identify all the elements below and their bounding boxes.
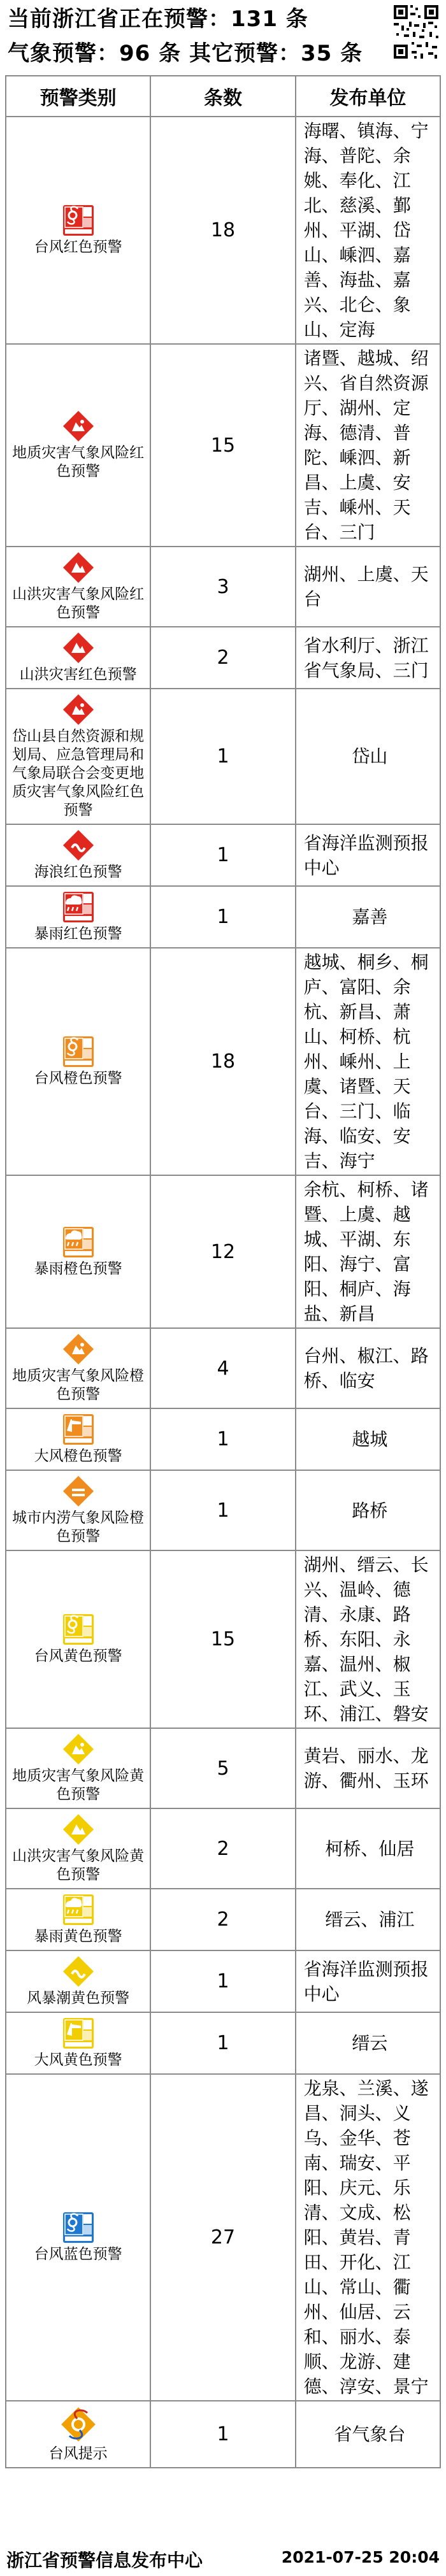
warning-type-name: 台风黄色预警 (34, 1648, 122, 1664)
warning-count-cell: 2 (150, 1889, 295, 1950)
warning-count-cell: 1 (150, 1950, 295, 2012)
typhoon-orange-icon (62, 1035, 95, 1068)
typhoon-red-icon (62, 204, 95, 237)
table-row (6, 117, 440, 344)
geologic-hazard-red-icon (62, 693, 95, 726)
table-row (6, 948, 440, 1175)
warning-type-name: 地质灾害气象风险红色预警 (12, 445, 145, 480)
warning-count-cell: 4 (150, 1328, 295, 1408)
issuer-cell: 余杭、柯桥、诸暨、上虞、越城、平湖、东阳、海宁、富阳、桐庐、海盐、新昌 (296, 1175, 440, 1328)
header-count: 条数 (150, 76, 295, 117)
warning-table (5, 75, 441, 2468)
warning-type-cell (6, 627, 150, 689)
table-row (6, 344, 440, 547)
issuer-cell: 越城 (296, 1408, 440, 1470)
geologic-hazard-yellow-icon (62, 1733, 95, 1766)
warning-breakdown-text: 气象预警：96 条 其它预警：35 条 (8, 41, 363, 66)
warning-count-cell: 27 (150, 2074, 295, 2401)
warning-type-name: 山洪灾害气象风险黄色预警 (12, 1848, 145, 1883)
typhoon-blue-icon (62, 2211, 95, 2244)
warning-type-cell (6, 2074, 150, 2401)
table-row (6, 1328, 440, 1408)
typhoon-notice-icon (59, 2405, 97, 2444)
warning-count-cell: 12 (150, 1175, 295, 1328)
warning-type-name: 海浪红色预警 (34, 864, 122, 880)
warning-count-cell: 15 (150, 344, 295, 547)
warning-type-cell (6, 824, 150, 886)
gale-orange-icon (62, 1413, 95, 1446)
warning-count-cell: 1 (150, 1470, 295, 1550)
warning-count-cell: 18 (150, 117, 295, 344)
publisher-name: 浙江省预警信息发布中心 (6, 2550, 203, 2571)
warning-count-cell: 1 (150, 824, 295, 886)
warning-type-name: 地质灾害气象风险黄色预警 (12, 1768, 145, 1803)
warning-type-name: 岱山县自然资源和规划局、应急管理局和气象局联合会变更地质灾害气象风险红色预警 (12, 728, 145, 819)
table-row (6, 886, 440, 948)
warning-type-name: 山洪灾害气象风险红色预警 (12, 586, 145, 621)
warning-type-name: 大风黄色预警 (34, 2052, 122, 2068)
table-row (6, 1550, 440, 1728)
warning-count-cell: 5 (150, 1728, 295, 1808)
issuer-cell: 嘉善 (296, 886, 440, 948)
storm-surge-yellow-icon (62, 1955, 95, 1988)
gale-yellow-icon (62, 2017, 95, 2050)
wave-red-icon (62, 829, 95, 862)
warning-type-cell (6, 948, 150, 1175)
flash-flood-yellow-icon (62, 1813, 95, 1846)
header (0, 0, 446, 70)
issuer-cell: 黄岩、丽水、龙游、衢州、玉环 (296, 1728, 440, 1808)
warning-type-name: 大风橙色预警 (34, 1448, 122, 1464)
footer (0, 2543, 446, 2576)
warning-count-cell: 1 (150, 2401, 295, 2468)
issuer-cell: 省气象台 (296, 2401, 440, 2468)
warning-type-cell (6, 689, 150, 824)
issuer-cell: 湖州、缙云、长兴、温岭、德清、永康、路桥、东阳、永嘉、温州、椒江、武义、玉环、浦江、磐安 (296, 1550, 440, 1728)
warning-type-cell (6, 547, 150, 627)
issuer-cell: 缙云、浦江 (296, 1889, 440, 1950)
warning-type-cell (6, 1175, 150, 1328)
issuer-cell: 省海洋监测预报中心 (296, 1950, 440, 2012)
header-issuer: 发布单位 (296, 76, 440, 117)
table-row (6, 1889, 440, 1950)
warning-type-cell (6, 1950, 150, 2012)
warning-count-cell: 18 (150, 948, 295, 1175)
issuer-cell: 缙云 (296, 2012, 440, 2074)
warning-count-cell: 2 (150, 627, 295, 689)
issuer-cell: 越城、桐乡、桐庐、富阳、余杭、新昌、萧山、柯桥、杭州、嵊州、上虞、诸暨、天台、三门、临海、临安、安吉、海宁 (296, 948, 440, 1175)
warning-type-cell (6, 1728, 150, 1808)
table-row (6, 627, 440, 689)
warning-type-cell (6, 1328, 150, 1408)
warning-type-name: 台风橙色预警 (34, 1070, 122, 1087)
warning-type-cell (6, 117, 150, 344)
table-row (6, 1470, 440, 1550)
issuer-cell: 海曙、镇海、宁海、普陀、余姚、奉化、江北、慈溪、鄞州、平湖、岱山、嵊泗、嘉善、海盐、嘉兴、北仑、象山、定海 (296, 117, 440, 344)
warning-type-name: 暴雨橙色预警 (34, 1260, 122, 1277)
issuer-cell: 柯桥、仙居 (296, 1808, 440, 1889)
warning-count-cell: 15 (150, 1550, 295, 1728)
table-row (6, 1728, 440, 1808)
table-row (6, 1175, 440, 1328)
warning-type-cell (6, 2012, 150, 2074)
issuer-cell: 路桥 (296, 1470, 440, 1550)
warning-count-cell: 2 (150, 1808, 295, 1889)
geologic-hazard-red-icon (62, 410, 95, 443)
warning-count-cell: 1 (150, 2012, 295, 2074)
warning-type-name: 风暴潮黄色预警 (27, 1990, 130, 2007)
warning-type-name: 台风蓝色预警 (34, 2246, 122, 2263)
issuer-cell: 岱山 (296, 689, 440, 824)
warning-type-cell (6, 1470, 150, 1550)
header-warning-type: 预警类别 (6, 76, 150, 117)
warning-type-cell (6, 1889, 150, 1950)
table-row (6, 689, 440, 824)
issuer-cell: 台州、椒江、路桥、临安 (296, 1328, 440, 1408)
warning-type-cell (6, 886, 150, 948)
warning-count-cell: 1 (150, 689, 295, 824)
table-row (6, 547, 440, 627)
warning-type-name: 台风提示 (48, 2445, 108, 2462)
table-row (6, 824, 440, 886)
warning-type-name: 山洪灾害红色预警 (19, 666, 137, 683)
warning-type-name: 台风红色预警 (34, 239, 122, 255)
table-header-row (6, 76, 440, 117)
table-row (6, 1808, 440, 1889)
warning-type-cell (6, 344, 150, 547)
warning-type-cell (6, 2401, 150, 2468)
warning-count-cell: 1 (150, 886, 295, 948)
waterlogging-orange-icon (62, 1475, 95, 1508)
issuer-cell: 湖州、上虞、天台 (296, 547, 440, 627)
total-warnings-text: 当前浙江省正在预警：131 条 (8, 6, 308, 32)
issuer-cell: 省海洋监测预报中心 (296, 824, 440, 886)
table-row (6, 2074, 440, 2401)
table-row (6, 2401, 440, 2468)
warning-type-name: 暴雨黄色预警 (34, 1928, 122, 1945)
geologic-hazard-orange-icon (62, 1333, 95, 1366)
warning-count-cell: 3 (150, 547, 295, 627)
typhoon-yellow-icon (62, 1613, 95, 1646)
warning-type-cell (6, 1550, 150, 1728)
issuer-cell: 省水利厅、浙江省气象局、三门 (296, 627, 440, 689)
issuer-cell: 诸暨、越城、绍兴、省自然资源厅、湖州、定海、德清、普陀、嵊泗、新昌、上虞、安吉、嵊州、天台、三门 (296, 344, 440, 547)
warning-type-name: 暴雨红色预警 (34, 926, 122, 942)
warning-type-name: 城市内涝气象风险橙色预警 (12, 1510, 145, 1545)
publish-timestamp: 2021-07-25 20:04 (281, 2548, 440, 2566)
flash-flood-red-icon (62, 631, 95, 664)
warning-count-cell: 1 (150, 1408, 295, 1470)
table-row (6, 2012, 440, 2074)
rainstorm-orange-icon (62, 1226, 95, 1259)
issuer-cell: 龙泉、兰溪、遂昌、洞头、义乌、金华、苍南、瑞安、平阳、庆元、乐清、文成、松阳、黄岩、青田、开化、江山、常山、衢州、仙居、云和、丽水、泰顺、龙游、建德、淳安、景宁 (296, 2074, 440, 2401)
warning-type-name: 地质灾害气象风险橙色预警 (12, 1368, 145, 1403)
rainstorm-yellow-icon (62, 1893, 95, 1926)
table-row (6, 1408, 440, 1470)
warning-type-cell (6, 1808, 150, 1889)
table-row (6, 1950, 440, 2012)
rainstorm-red-icon (62, 891, 95, 924)
qr-code-icon (391, 3, 441, 61)
warning-type-cell (6, 1408, 150, 1470)
flash-flood-red-icon (62, 551, 95, 584)
